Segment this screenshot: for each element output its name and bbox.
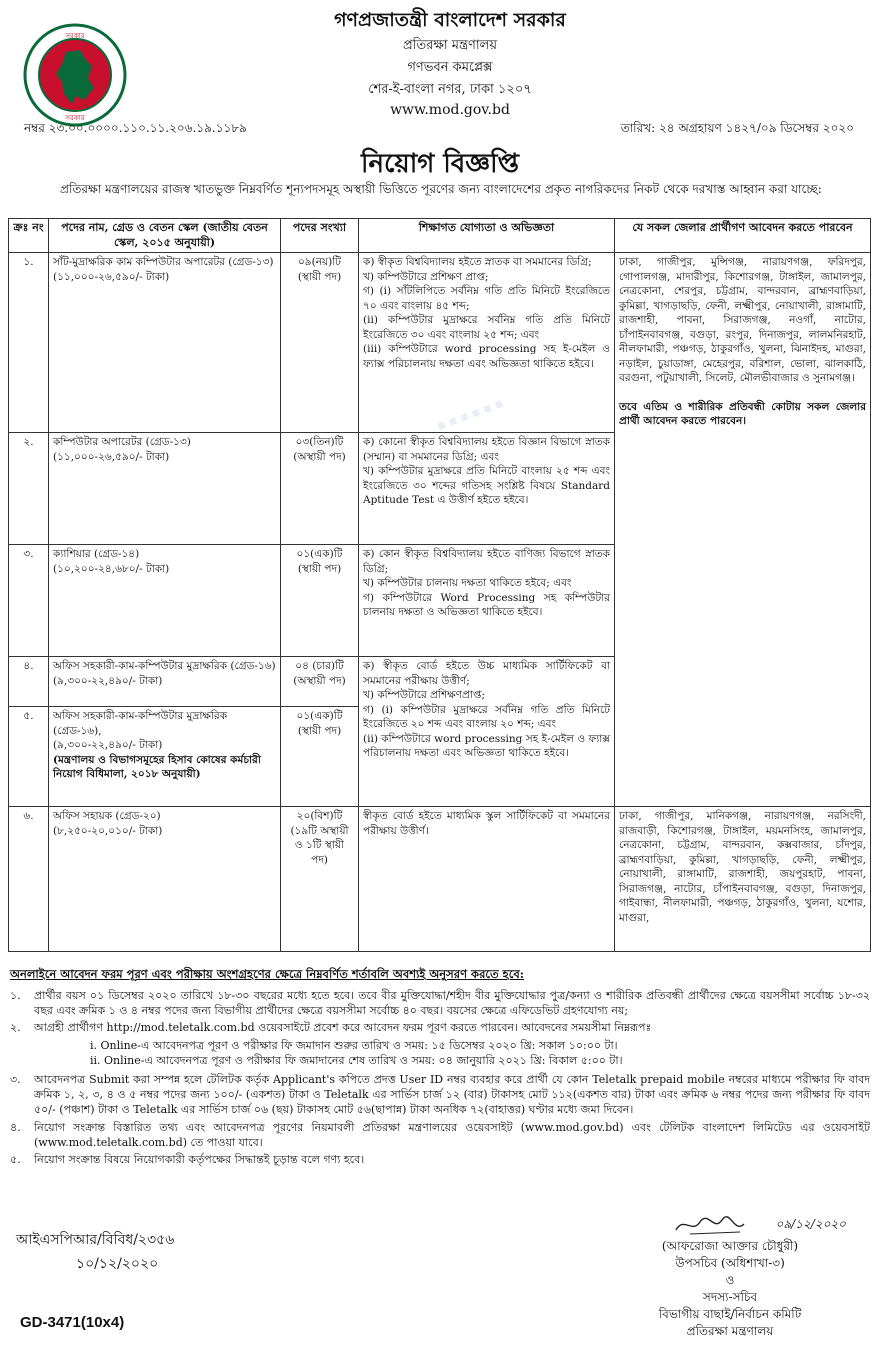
table-header-row (9, 219, 871, 253)
qual-line: গ) (i) কম্পিউটার মুদ্রাক্ষরে সর্বনিম্ন গতি প্রতি মিনিটে ইংরেজিতে ২০ শব্দ এবং বাংলায় ২০ শব্দ; এবং (363, 703, 610, 730)
qual-line: (iii) কম্পিউটারে word processing সহ ই-মেইল ও ফ্যাক্স পরিচালনায় দক্ষতা এবং অভিজ্ঞতা থাকিতে হইবে। (363, 343, 610, 370)
memo-number: নম্বর ২৩.০০.০০০০.১১০.১১.২০৬.১৯.১১৮৯ (24, 121, 247, 135)
conjunction: ও (725, 1273, 735, 1287)
term-text: আবেদনপত্র Submit করা সম্পন্ন হলে টেলিটক কর্তৃক Applicant's কপিতে প্রদত্ত User ID নম্বর ব্যবহার করে প্রার্থী যে কোন Teletalk prepaid mobile নম্বরের মাধ্যমে পরীক্ষার ফি বাবদ ক্রমিক ১, ২, ৩, ৪ ও ৫ নম্বর পদের জন্য ১০০/- (একশত) টাকা ও Teletalk এর সার্ভিস চার্জ ১২ (বার) টাকাসহ মোট ১১২(একশত বার) টাকা এবং ক্রমিক ৬ নম্বর পদের জন্য পরীক্ষার ফি বাবদ ৫০/- (পঞ্চাশ) টাকা ও Teletalk এর সার্ভিস চার্জ ০৬ (ছয়) টাকাসহ মোট ৫৬(ছাপান্ন) টাকা অনধিক ৭২(বাহাত্তর) ঘণ্টার মধ্যে জমা দিবেন। (34, 1073, 870, 1117)
row-sl: ১. (9, 253, 49, 433)
government-seal (22, 22, 128, 128)
schedule-end: ii. Online-এ আবেদনপত্র পূরণ ও পরীক্ষার ফি জমাদানের শেষ তারিখ ও সময়: ০৪ জানুয়ারি ২০২১ খ্রি: বিকাল ৫:০০ টা। (90, 1053, 623, 1067)
term-text: প্রার্থীর বয়স ০১ ডিসেম্বর ২০২০ তারিখে ১৮-৩০ বছরের মধ্যে হতে হবে। তবে বীর মুক্তিযোদ্ধা/শহীদ বীর মুক্তিযোদ্ধার পুত্র/কন্যা ও শারীরিক প্রতিবন্ধী প্রার্থীদের ক্ষেত্রে বয়সসীমা সর্বোচ্চ ১৮-৩২ বছর এবং ক্রমিক ১ ও ৪ নম্বর পদের জন্য বিভাগীয় প্রার্থীদের ক্ষেত্রে বয়সসীমা সর্বোচ্চ ৪০ বছর। বয়সের ক্ষেত্রে এফিডেভিট গ্রহণযোগ্য নয়; (34, 989, 870, 1018)
pay-scale: (৯,৩০০-২২,৪৯০/- টাকা) (53, 674, 163, 687)
row-post (49, 707, 281, 807)
pay-scale: (১০,২০০-২৪,৬৮০/- টাকা) (53, 562, 170, 575)
post-name: অফিস সহায়ক (গ্রেড-২০) (53, 810, 161, 822)
jobs-table (8, 218, 871, 952)
signature-block (590, 1212, 870, 1340)
row-district (615, 807, 871, 952)
row-post (49, 657, 281, 707)
qual-line: ক) কোন স্বীকৃত বিশ্ববিদ্যালয় হইতে বাণিজ্য বিভাগে স্নাতক ডিগ্রি; (363, 548, 610, 575)
header-title: গণপ্রজাতন্ত্রী বাংলাদেশ সরকার (334, 9, 566, 31)
qual-line: খ) কম্পিউটার চালনায় দক্ষতা থাকিতে হইবে; এবং (363, 577, 572, 589)
qual-line: (ii) কম্পিউটারে word processing সহ ই-মেইল ও ফ্যাক্স পরিচালনায় দক্ষতা এবং অভিজ্ঞতা থাকিতে হইবে। (363, 732, 610, 759)
row-post (49, 807, 281, 952)
qual-line: গ) কম্পিউটারে Word Processing সহ কম্পিউটার চালনায় দক্ষতা ও অভিজ্ঞতা থাকিতে হইবে। (363, 591, 610, 618)
row-sl: ২. (9, 433, 49, 545)
row-district (615, 253, 871, 807)
gd-code: GD-3471(10x4) (20, 1314, 125, 1331)
district-note: তবে এতিম ও শারীরিক প্রতিবন্ধী কোটায় সকল জেলার প্রার্থী আবেদন করতে পারবেন। (619, 400, 866, 427)
pay-scale: (৯,৩০০-২২,৪৯০/- টাকা) (53, 739, 163, 751)
header-ministry: প্রতিরক্ষা মন্ত্রণালয় (403, 38, 497, 53)
post-name: অফিস সহকারী-কাম-কম্পিউটার মুদ্রাক্ষরিক (গ্রেড-১৬), (53, 710, 228, 737)
term-text: নিয়োগ সংক্রান্ত বিষয়ে নিয়োগকারী কর্তৃপক্ষের সিদ্ধান্তই চূড়ান্ত বলে গণ্য হবে। (34, 1153, 365, 1167)
col-count: পদের সংখ্যা (281, 219, 359, 253)
header-address: শের-ই-বাংলা নগর, ঢাকা ১২০৭ (368, 82, 532, 97)
row-qual (359, 253, 615, 433)
row-count: ০১(এক)টি (স্থায়ী পদ) (281, 545, 359, 657)
col-sl: ক্রঃ নং (9, 219, 49, 253)
term-number: ৫. (10, 1153, 21, 1167)
signer-title: উপসচিব (অধিশাখা-৩) (675, 1256, 785, 1270)
watermark: ...... (423, 368, 510, 441)
col-post: পদের নাম, গ্রেড ও বেতন স্কেল (জাতীয় বেতন স্কেল, ২০১৫ অনুযায়ী) (49, 219, 281, 253)
post-name: ক্যাশিয়ার (গ্রেড-১৪) (53, 548, 140, 560)
signature-scribble (670, 1212, 790, 1238)
term-text: নিয়োগ সংক্রান্ত বিস্তারিত তথ্য এবং আবেদনপত্র পূরণের নিয়মাবলী প্রতিরক্ষা মন্ত্রণালয়ের ওয়েবসাইট (www.mod.gov.bd) এবং টেলিটক বাংলাদেশ লিমিটেড এর ওয়েবসাইট (www.mod.teletalk.com.bd) তে পাওয়া যাবে। (34, 1120, 870, 1149)
qual-line: স্বীকৃত বোর্ড হইতে মাধ্যমিক স্কুল সার্টিফিকেট বা সমমানের পরীক্ষায় উত্তীর্ণ। (363, 810, 610, 837)
row-count: ০১(এক)টি (স্থায়ী পদ) (281, 707, 359, 807)
row-qual (359, 807, 615, 952)
signer-ministry: প্রতিরক্ষা মন্ত্রণালয় (686, 1324, 774, 1338)
col-qual: শিক্ষাগত যোগ্যতা ও অভিজ্ঞতা (359, 219, 615, 253)
row-count: ০৯(নয়)টি (স্থায়ী পদ) (281, 253, 359, 433)
qual-line: গ) (i) সাঁটলিপিতে সর্বনিম্ন গতি প্রতি মিনিটে ইংরেজিতে ৭০ এবং বাংলায় ৪৫ শব্দ; (363, 285, 610, 312)
row-count: ০৪ (চার)টি (অস্থায়ী পদ) (281, 657, 359, 707)
notice-intro: প্রতিরক্ষা মন্ত্রণালয়ের রাজস্ব খাতভুক্ত নিম্নবর্ণিত শূন্যপদসমূহ অস্থায়ী ভিত্তিতে পূরণের জন্য বাংলাদেশের প্রকৃত নাগরিকদের নিকট থেকে দরখাস্ত আহ্বান করা যাচ্ছে: (60, 182, 822, 196)
reference-number: আইএসপিআর/বিবিধ/২৩৫৬ (16, 1232, 175, 1248)
term-number: ১. (10, 989, 21, 1002)
term-text: আগ্রহী প্রার্থীগণ http://mod.teletalk.com.bd ওয়েবসাইটে প্রবেশ করে আবেদন ফরম পূরণ করতে পারবেন। আবেদনের সময়সীমা নিম্নরূপঃ (34, 1021, 652, 1035)
qual-line: ক) স্বীকৃত বোর্ড হইতে উচ্চ মাধ্যমিক সার্টিফিকেট বা সমমানের পরীক্ষায় উত্তীর্ণ; (363, 660, 610, 687)
row-post (49, 253, 281, 433)
reference (16, 1228, 174, 1276)
qual-line: খ) কম্পিউটারে প্রশিক্ষণ প্রাপ্ত; (363, 270, 489, 283)
term-item (10, 1020, 870, 1035)
terms-heading: অনলাইনে আবেদন ফরম পূরণ এবং পরীক্ষায় অংশগ্রহণের ক্ষেত্রে নিম্নবর্ণিত শর্তাবলি অবশ্যই অনুসরণ করতে হবে: (10, 967, 524, 981)
notice-date: তারিখ: ২৪ অগ্রহায়ণ ১৪২৭/০৯ ডিসেম্বর ২০২০ (620, 121, 854, 135)
row-sl: ৩. (9, 545, 49, 657)
signer-name: (আফরোজা আক্তার চৌধুরী) (661, 1239, 799, 1253)
signature-date: ০৯/১২/২০২০ (775, 1217, 846, 1231)
row-qual (359, 657, 615, 807)
signer-role: সদস্য-সচিব (702, 1290, 758, 1304)
post-name: অফিস সহকারী-কাম-কম্পিউটার মুদ্রাক্ষরিক (গ্রেড-১৬) (53, 660, 276, 672)
row-post (49, 433, 281, 545)
term-item (10, 1120, 870, 1150)
pay-scale: (৮,২৫০-২০,০১০/- টাকা) (53, 824, 163, 837)
header-website: www.mod.gov.bd (390, 102, 510, 118)
committee-name: বিভাগীয় বাছাই/নির্বাচন কমিটি (658, 1307, 802, 1321)
term-item (10, 988, 870, 1018)
row-count: ২০(বিশ)টি (১৯টি অস্থায়ী ও ১টি স্থায়ী পদ) (281, 807, 359, 952)
district-list: ঢাকা, গাজীপুর, মানিকগঞ্জ, নারায়ণগঞ্জ, নরসিংদী, রাজবাড়ী, কিশোরগঞ্জ, টাঙ্গাইল, ময়মনসিংহ, জামালপুর, নেত্রকোনা, চট্টগ্রাম, বান্দরবান, কক্সবাজার, চাঁদপুর, ব্রাহ্মণবাড়িয়া, কুমিল্লা, খাগড়াছড়ি, ফেনী, লক্ষ্মীপুর, নোয়াখালী, রাঙ্গামাটি, রাজশাহী, জয়পুরহাট, পাবনা, সিরাজগঞ্জ, নাটোর, চাঁপাইনবাবগঞ্জ, বগুড়া, দিনাজপুর, গাইবান্ধা, নীলফামারী, পঞ্চগড়, ঠাকুরগাঁও, খুলনা, যশোর, মাগুরা, (619, 810, 866, 924)
rule-note: (মন্ত্রণালয় ও বিভাগসমূহের হিসাব কোষের কর্মচারী নিয়োগ বিধিমালা, ২০১৮ অনুযায়ী) (53, 753, 261, 780)
table-row (9, 253, 871, 433)
qual-line: খ) কম্পিউটারে প্রশিক্ষণপ্রাপ্ত; (363, 689, 486, 701)
pay-scale: (১১,০০০-২৬,৫৯০/- টাকা) (53, 450, 170, 463)
svg-text:সরকার: সরকার (65, 32, 85, 40)
qual-line: ক) স্বীকৃত বিশ্ববিদ্যালয় হইতে স্নাতক বা সমমানের ডিগ্রি; (363, 256, 592, 268)
term-item (10, 1152, 870, 1167)
post-name: কম্পিউটার অপারেটর (গ্রেড-১৩) (53, 436, 191, 448)
row-count: ০৩(তিন)টি (অস্থায়ী পদ) (281, 433, 359, 545)
svg-text:সরকার: সরকার (65, 114, 85, 122)
post-name: সাঁট-মুদ্রাক্ষরিক কাম কম্পিউটার অপারেটর (গ্রেড-১৩) (53, 256, 274, 268)
row-post (49, 545, 281, 657)
terms-list (10, 988, 870, 1169)
term-number: ২. (10, 1021, 21, 1035)
qual-line: ক) কোনো স্বীকৃত বিশ্ববিদ্যালয় হইতে বিজ্ঞান বিভাগে স্নাতক (সম্মান) বা সমমানের ডিগ্রি; এবং (363, 436, 610, 463)
term-item (10, 1072, 870, 1118)
term-number: ৪. (10, 1120, 21, 1134)
row-qual (359, 545, 615, 657)
pay-scale: (১১,০০০-২৬,৫৯০/- টাকা) (53, 270, 170, 283)
table-row (9, 807, 871, 952)
row-sl: ৬. (9, 807, 49, 952)
qual-line: খ) কম্পিউটার মুদ্রাক্ষরে প্রতি মিনিটে বাংলায় ২৫ শব্দ এবং ইংরেজিতে ৩০ শব্দের গতিসহ সংশ্লিষ্ট বিষয়ে Standard Aptitude Test এ উত্তীর্ণ হইতে হইবে। (363, 465, 610, 506)
col-district: যে সকল জেলার প্রার্থীগণ আবেদন করতে পারবেন (615, 219, 871, 253)
term-number: ৩. (10, 1073, 21, 1087)
notice-title: নিয়োগ বিজ্ঞপ্তি (361, 149, 519, 179)
row-sl: ৫. (9, 707, 49, 807)
district-list: ঢাকা, গাজীপুর, মুন্সিগঞ্জ, নারায়ণগঞ্জ, ফরিদপুর, গোপালগঞ্জ, মাদারীপুর, কিশোরগঞ্জ, টাঙ্গাইল, জামালপুর, নেত্রকোনা, শেরপুর, চট্টগ্রাম, বান্দরবান, ব্রাহ্মণবাড়িয়া, কুমিল্লা, খাগড়াছড়ি, ফেনী, লক্ষ্মীপুর, নোয়াখালী, রাঙ্গামাটি, রাজশাহী, পাবনা, সিরাজগঞ্জ, নওগাঁ, নাটোর, চাঁপাইনবাবগঞ্জ, বগুড়া, রংপুর, দিনাজপুর, লালমনিরহাট, নীলফামারী, পঞ্চগড়, ঠাকুরগাঁও, খুলনা, ঝিনাইদহ, মাগুরা, নড়াইল, চুয়াডাঙ্গা, মেহেরপুর, বরিশাল, ভোলা, ঝালকাঠি, বরগুনা, পটুয়াখালী, সিলেট, মৌলভীবাজার ও সুনামগঞ্জ। (619, 256, 866, 384)
reference-date: ১০/১২/২০২০ (76, 1256, 159, 1272)
row-sl: ৪. (9, 657, 49, 707)
row-qual (359, 433, 615, 545)
header-complex: গণভবন কমপ্লেক্স (407, 60, 493, 75)
schedule-start: i. Online-এ আবেদনপত্র পূরণ ও পরীক্ষার ফি জমাদান শুরুর তারিখ ও সময়: ১৫ ডিসেম্বর ২০২০ খ্রি: সকাল ১০:০০ টা। (90, 1038, 618, 1052)
qual-line: (ii) কম্পিউটার মুদ্রাক্ষরে সর্বনিম্ন গতি প্রতি মিনিটে ইংরেজিতে ৩০ এবং বাংলায় ২৫ শব্দ; এবং (363, 314, 610, 341)
